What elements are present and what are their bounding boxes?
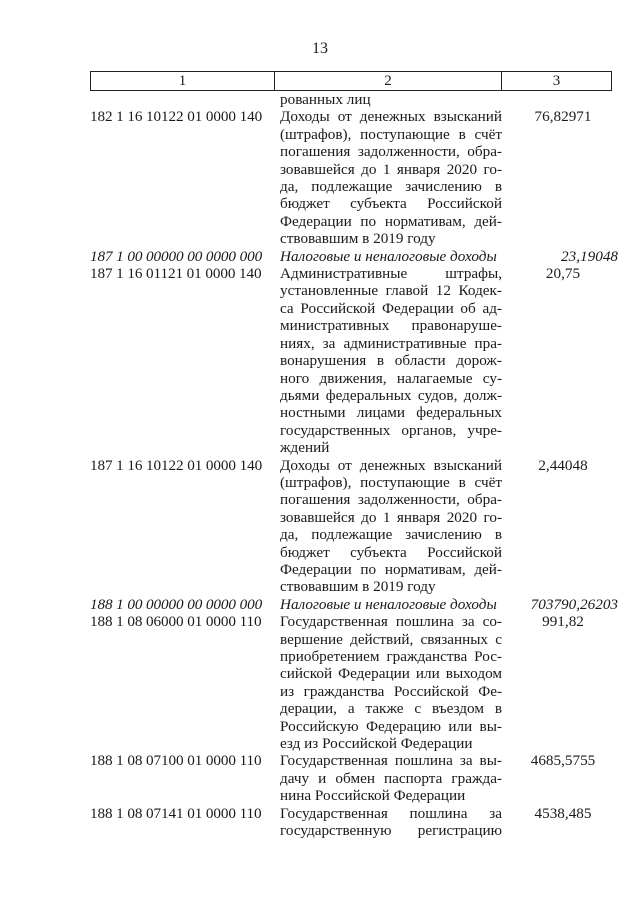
row-name-line: государственных органов, учре- — [280, 421, 502, 439]
header-col-3: 3 — [552, 73, 561, 89]
page-number: 13 — [312, 40, 328, 57]
row-name-line: Административные штрафы, — [280, 265, 502, 283]
row-name — [280, 248, 502, 265]
row-value: 20,75 — [545, 265, 581, 283]
row-value: 4538,485 — [534, 804, 592, 822]
row-value — [502, 91, 620, 108]
row-name — [280, 613, 502, 752]
table-row — [90, 613, 620, 752]
row-name-line: министративных правонаруше- — [280, 317, 502, 335]
table-row — [90, 91, 620, 108]
row-name-line: зовавшейся до 1 января 2020 го- — [280, 508, 502, 526]
row-code: 188 1 08 07100 01 0000 110 — [90, 752, 262, 770]
row-name-line: ного движения, налагаемые су- — [280, 369, 502, 387]
row-value: 23,19048 — [561, 247, 618, 265]
row-code: 187 1 16 01121 01 0000 140 — [90, 265, 262, 283]
table-row — [90, 108, 620, 247]
row-value: 4685,5755 — [530, 752, 596, 770]
row-name-line: приобретением гражданства Рос- — [280, 648, 502, 665]
row-name-line: Государственная пошлина за вы- — [280, 752, 502, 770]
row-name-line: ствовавшим в 2019 году — [280, 578, 436, 596]
row-code: 188 1 08 06000 01 0000 110 — [90, 613, 262, 631]
row-name-line: да, подлежащие зачислению в — [280, 178, 502, 196]
row-name-line: государственную регистрацию — [280, 822, 502, 840]
row-name-line: дерации, а также с въездом в — [280, 700, 502, 718]
row-name-line: сийской Федерации или выходом — [280, 665, 502, 683]
row-value: 2,44048 — [538, 456, 588, 474]
row-name-line: (штрафов), поступающие в счёт — [280, 125, 502, 143]
row-name-line: дьями федеральных судов, долж- — [280, 386, 502, 404]
row-name-line: Российскую Федерацию или вы- — [280, 717, 502, 735]
row-name — [280, 805, 502, 840]
row-name-line: Федерации по нормативам, дей- — [280, 560, 502, 578]
row-code: 188 1 08 07141 01 0000 110 — [90, 804, 262, 822]
row-name-line: вонарушения в области дорож- — [280, 352, 502, 370]
row-name-line: Налоговые и неналоговые доходы — [280, 595, 497, 613]
row-code: 187 1 16 10122 01 0000 140 — [90, 456, 263, 474]
row-name-line: да, подлежащие зачислению в — [280, 526, 502, 544]
row-code: 188 1 00 00000 00 0000 000 — [90, 595, 263, 613]
table-row — [90, 596, 620, 613]
row-name-line: бюджет субъекта Российской — [280, 543, 502, 561]
table-row — [90, 265, 620, 456]
row-name-line: Государственная пошлина за — [280, 804, 502, 822]
row-code: 187 1 00 00000 00 0000 000 — [90, 247, 263, 265]
row-name — [280, 265, 502, 456]
row-name — [280, 596, 502, 613]
row-name-line: Государственная пошлина за со- — [280, 613, 502, 631]
row-name — [280, 752, 502, 804]
row-name-line: из гражданства Российской Фе- — [280, 682, 502, 700]
row-name — [280, 108, 502, 247]
row-name-line: зовавшейся до 1 января 2020 го- — [280, 160, 502, 178]
row-name-line: бюджет субъекта Российской — [280, 195, 502, 213]
row-name-line: са Российской Федерации об ад- — [280, 299, 502, 317]
row-value: 703790,26203 — [530, 595, 618, 613]
row-name-line: установленные главой 12 Кодек- — [280, 282, 502, 300]
row-name-line: Доходы от денежных взысканий — [280, 456, 502, 474]
row-name-line: вершение действий, связанных с — [280, 630, 502, 648]
row-name-line: ствовавшим в 2019 году — [280, 230, 436, 248]
row-name-line: нина Российской Федерации — [280, 787, 466, 805]
row-code: 182 1 16 10122 01 0000 140 — [90, 108, 263, 126]
row-name-line: погашения задолженности, обра- — [280, 491, 502, 509]
table-row — [90, 248, 620, 265]
row-name — [280, 457, 502, 596]
table-body — [90, 91, 620, 839]
row-name-line: Налоговые и неналоговые доходы — [280, 247, 497, 265]
row-name-line: Федерации по нормативам, дей- — [280, 212, 502, 230]
row-value: 76,82971 — [534, 108, 592, 126]
row-name-line: езд из Российской Федерации — [280, 735, 473, 753]
row-name-line: рованных лиц — [280, 91, 371, 108]
row-name-line: ниях, за административные пра- — [280, 334, 502, 352]
table-header — [90, 71, 612, 91]
row-name-line: погашения задолженности, обра- — [280, 143, 502, 161]
row-name-line: ностными лицами федеральных — [280, 404, 502, 422]
table-row — [90, 457, 620, 596]
row-name-line: Доходы от денежных взысканий — [280, 108, 502, 126]
table-row — [90, 752, 620, 804]
table-row — [90, 805, 620, 840]
header-col-1: 1 — [91, 72, 275, 90]
row-name-line: (штрафов), поступающие в счёт — [280, 473, 502, 491]
row-name-line: ждений — [280, 439, 330, 457]
row-name — [280, 91, 502, 108]
row-code — [90, 91, 280, 108]
row-name-line: дачу и обмен паспорта гражда- — [280, 769, 502, 787]
header-col-2: 2 — [275, 72, 502, 90]
row-value: 991,82 — [542, 613, 584, 631]
